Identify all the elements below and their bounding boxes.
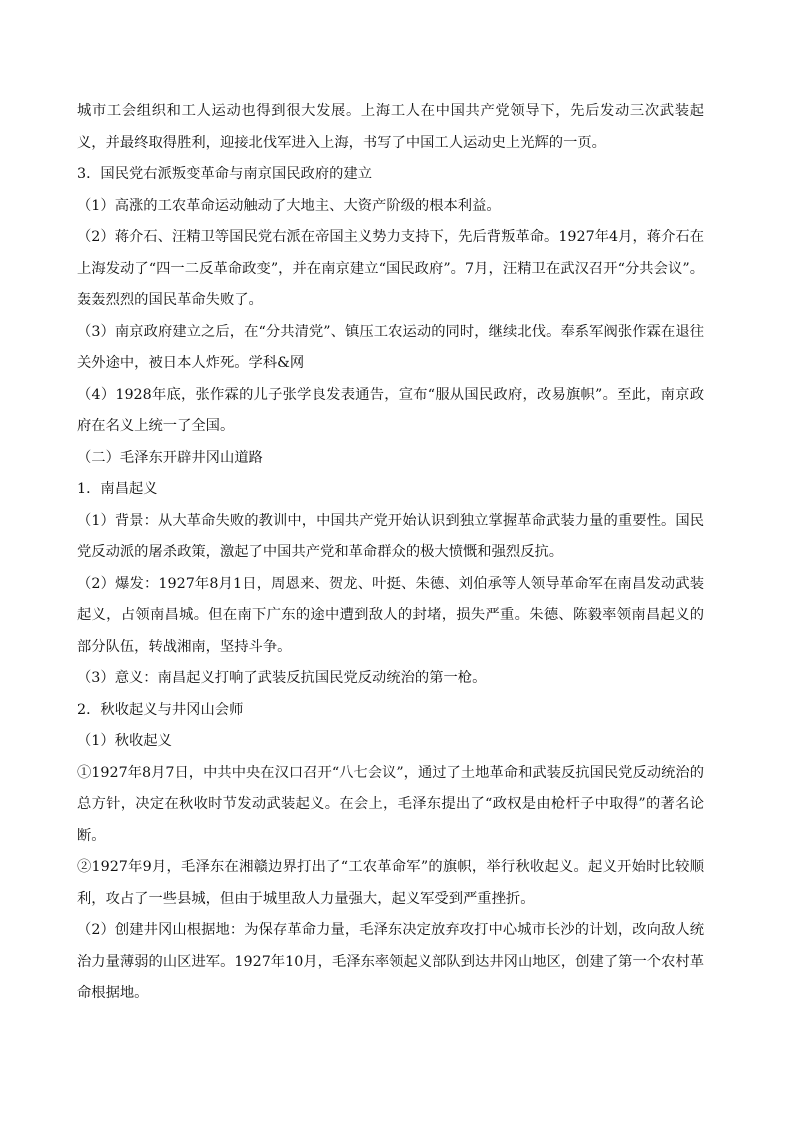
paragraph-september: ②1927年9月，毛泽东在湘赣边界打出了“工农革命军”的旗帜，举行秋收起义。起义开始时比较顺利，攻占了一些县城，但由于城里敌人力量强大，起义军受到严重挫折。 [77,859,704,907]
paragraph-point-3: （3）南京政府建立之后，在“分共清党”、镇压工农运动的同时，继续北伐。奉系军阀张作霖在退往关外途中，被日本人炸死。学科&网 [77,323,704,371]
heading-part-2: （二）毛泽东开辟井冈山道路 [77,449,263,466]
paragraph-august-seventh: ①1927年8月7日，中共中央在汉口召开“八七会议”，通过了土地革命和武装反抗国民党反动统治的总方针，决定在秋收时节发动武装起义。在会上，毛泽东提出了“政权是由枪杆子中取得”的著名论断。 [77,764,704,844]
heading-nanchang-uprising: 1．南昌起义 [77,481,158,497]
paragraph-jinggangshan-base: （2）创建井冈山根据地：为保存革命力量，毛泽东决定放弃攻打中心城市长沙的计划，改向敌人统治力量薄弱的山区进军。1927年10月，毛泽东率领起义部队到达井冈山地区，创建了第一个农村革命根据地。 [77,922,704,1001]
paragraph-background: （1）背景：从大革命失败的教训中，中国共产党开始认识到独立掌握革命武装力量的重要性。国民党反动派的屠杀政策，激起了中国共产党和革命群众的极大愤慨和强烈反抗。 [77,512,704,560]
paragraph-point-4: （4）1928年底，张作霖的儿子张学良发表通告，宣布“服从国民政府，改易旗帜”。至此，南京政府在名义上统一了全国。 [77,386,704,434]
paragraph-workers-movement: 城市工会组织和工人运动也得到很大发展。上海工人在中国共产党领导下，先后发动三次武装起义，并最终取得胜利，迎接北伐军进入上海，书写了中国工人运动史上光辉的一页。 [77,103,704,151]
paragraph-point-2: （2）蒋介石、汪精卫等国民党右派在帝国主义势力支持下，先后背叛革命。1927年4月，蒋介石在上海发动了“四一二反革命政变”，并在南京建立“国民政府”。7月，汪精卫在武汉召开“分共会议”。轰轰烈烈的国民革命失败了。 [77,229,704,308]
heading-section-3: 3．国民党右派叛变革命与南京国民政府的建立 [77,166,373,182]
heading-autumn-harvest: 2．秋收起义与井冈山会师 [77,701,244,718]
subheading-autumn-uprising: （1）秋收起义 [77,733,172,749]
paragraph-outbreak: （2）爆发：1927年8月1日，周恩来、贺龙、叶挺、朱德、刘伯承等人领导革命军在南昌发动武装起义，占领南昌城。但在南下广东的途中遭到敌人的封堵，损失严重。朱德、陈毅率领南昌起义的部分队伍，转战湘南，坚持斗争。 [77,575,704,655]
paragraph-point-1: （1）高涨的工农革命运动触动了大地主、大资产阶级的根本利益。 [77,197,501,214]
paragraph-significance: （3）意义：南昌起义打响了武装反抗国民党反动统治的第一枪。 [77,670,487,686]
